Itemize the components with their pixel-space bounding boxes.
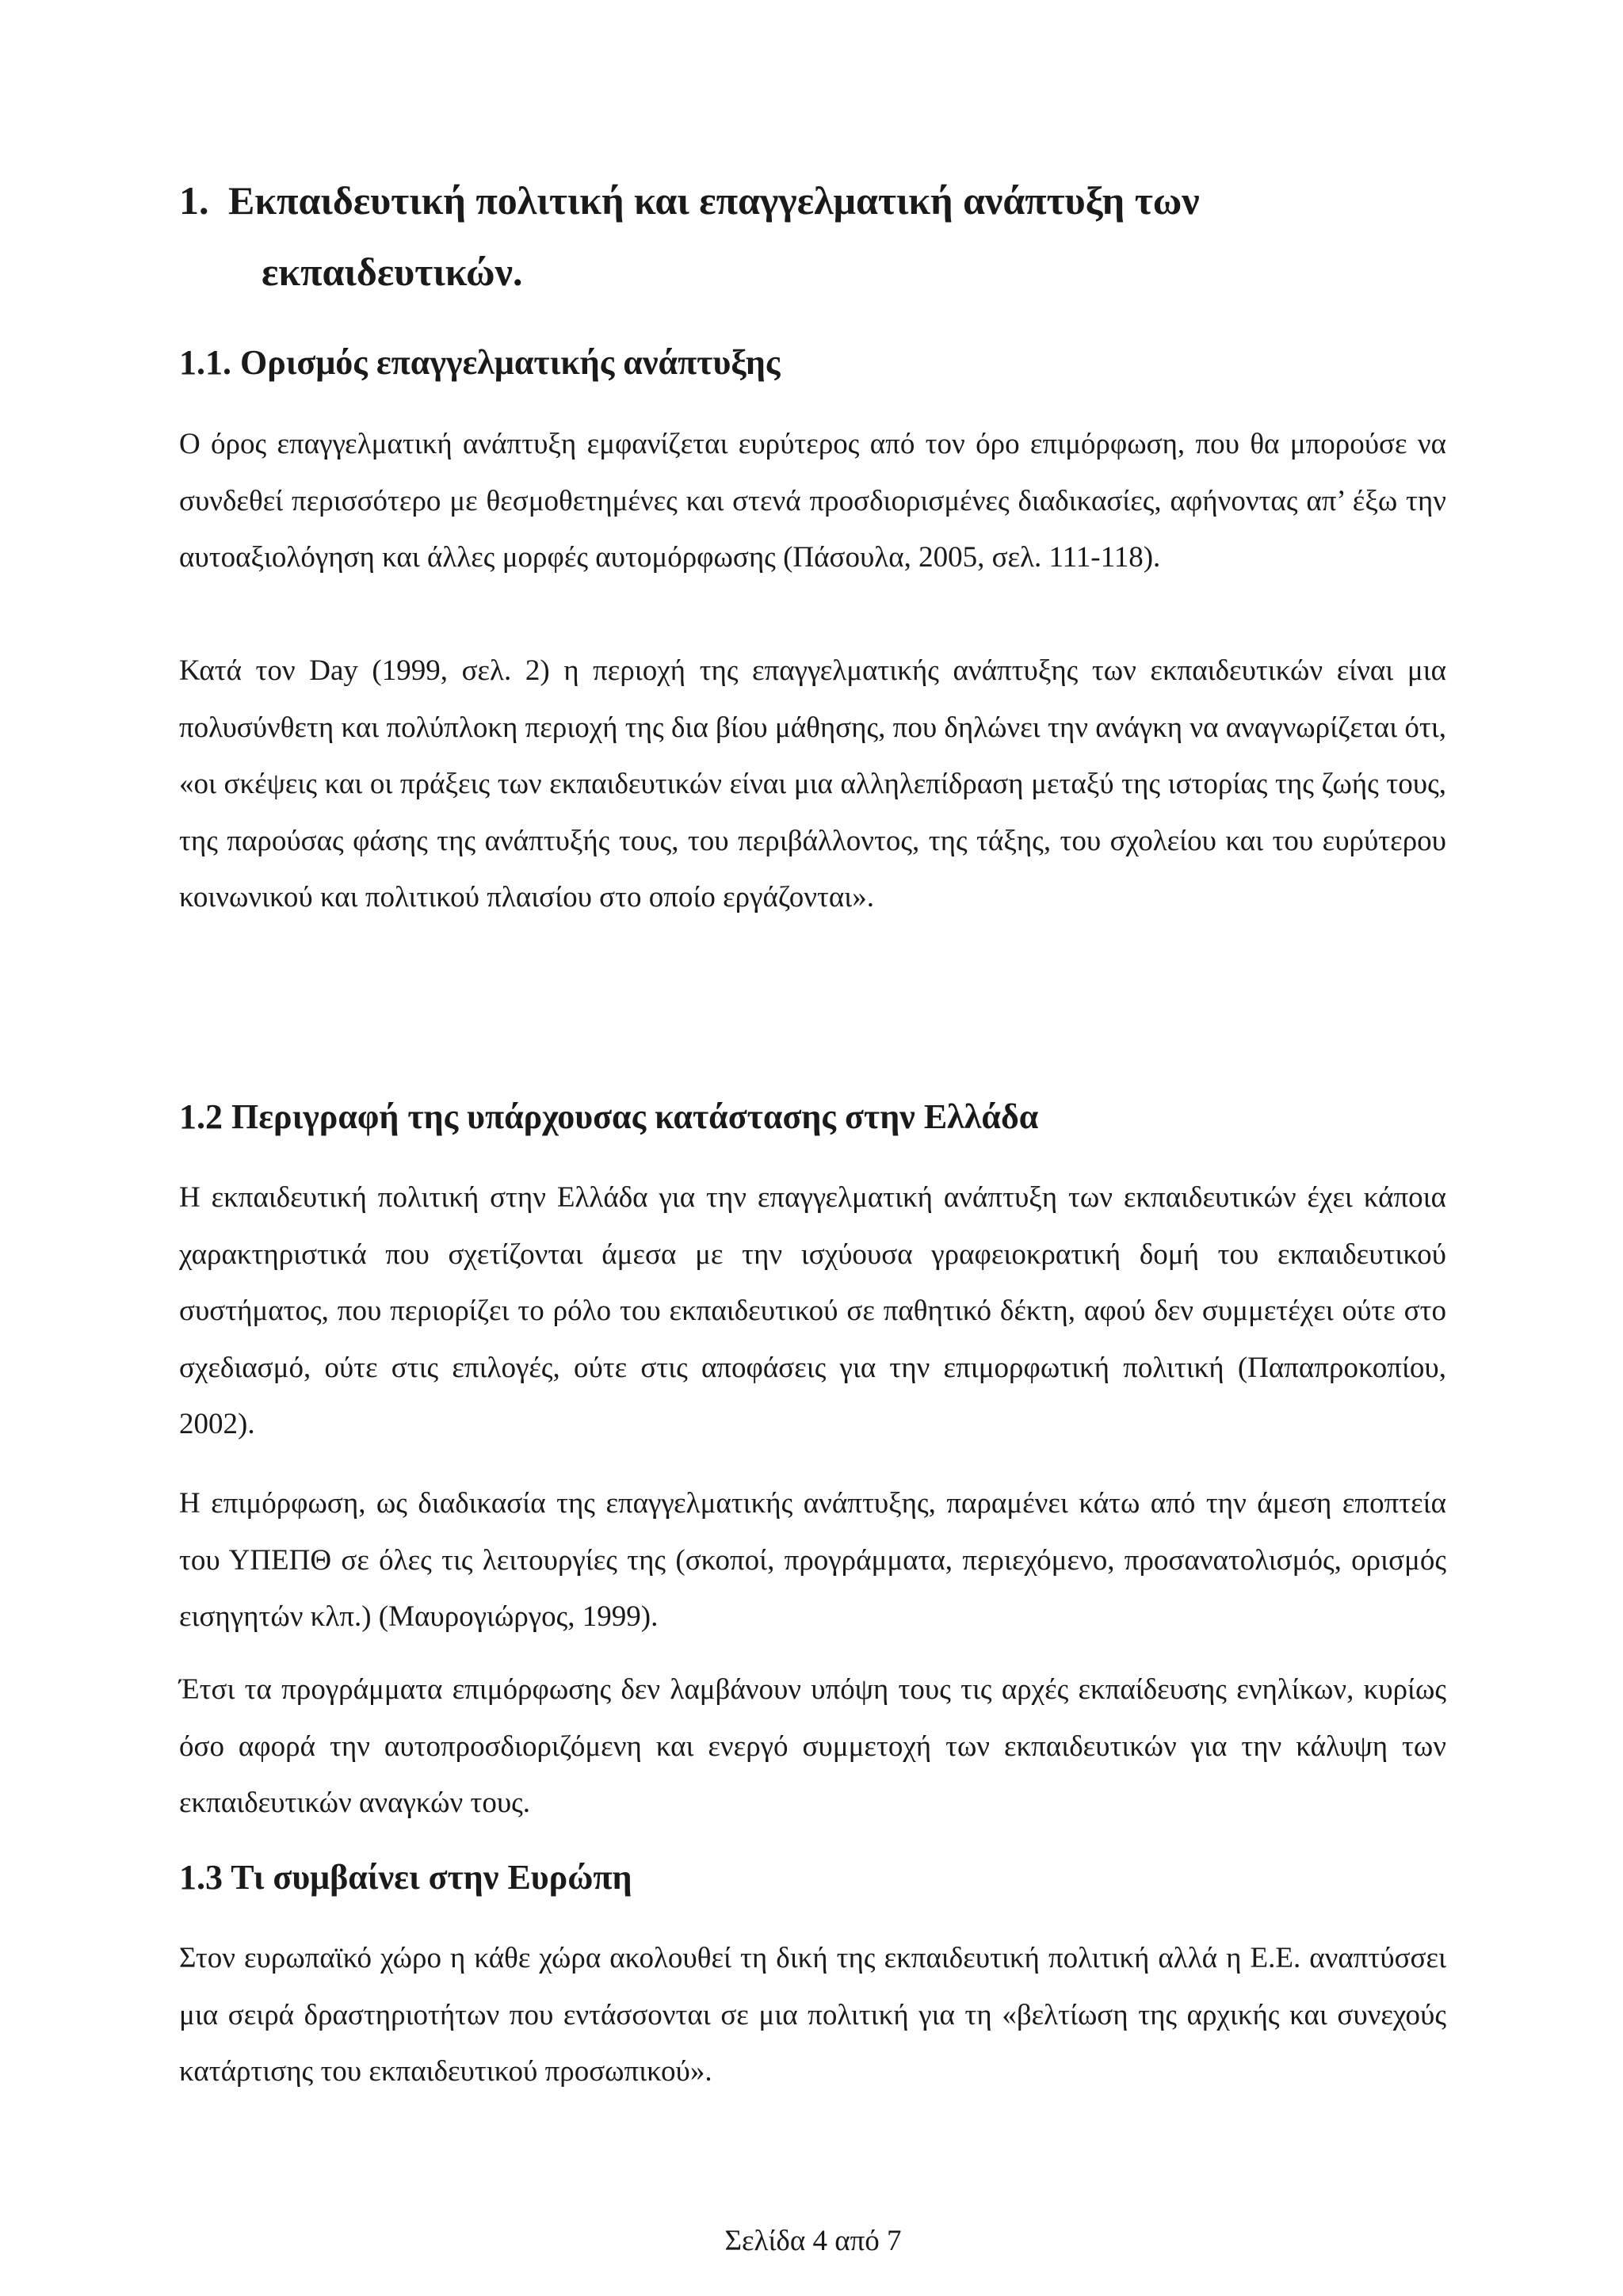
document-page xyxy=(179,0,1447,2296)
section-1-2-heading: 1.2 Περιγραφή της υπάρχουσας κατάστασης στην Ελλάδα xyxy=(179,1097,1039,1136)
section-1-1-heading: 1.1. Ορισμός επαγγελματικής ανάπτυξης xyxy=(179,343,781,382)
section-1-2-paragraph-2: Η επιμόρφωση, ως διαδικασία της επαγγελματικής ανάπτυξης, παραμένει κάτω από την άμεση εποπτεία του ΥΠΕΠΘ σε όλες τις λειτουργίες της (σκοποί, προγράμματα, περιεχόμενο, προσανατολισμός, ορισμός εισηγητών κλπ.) (Μαυρογιώργος, 1999). xyxy=(179,1487,1446,1633)
section-1-3-heading: 1.3 Τι συμβαίνει στην Ευρώπη xyxy=(179,1858,632,1897)
chapter-number: 1. xyxy=(179,178,209,223)
chapter-heading xyxy=(179,165,1447,307)
section-1-1-paragraph-2: Κατά τον Day (1999, σελ. 2) η περιοχή της επαγγελματικής ανάπτυξης των εκπαιδευτικών είναι μια πολυσύνθετη και πολύπλοκη περιοχή της δια βίου μάθησης, που δηλώνει την ανάγκη να αναγνωρίζεται ότι, «οι σκέψεις και οι πράξεις των εκπαιδευτικών είναι μια αλληλεπίδραση μεταξύ της ιστορίας της ζωής τους, της παρούσας φάσης της ανάπτυξής τους, του περιβάλλοντος, της τάξης, του σχολείου και του ευρύτερου κοινωνικού και πολιτικού πλαισίου στο οποίο εργάζονται». xyxy=(179,654,1446,913)
page-number-footer: Σελίδα 4 από 7 xyxy=(724,2225,902,2257)
chapter-title-line1: Εκπαιδευτική πολιτική και επαγγελματική ανάπτυξη των xyxy=(228,178,1200,223)
section-1-1-paragraph-1: Ο όρος επαγγελματική ανάπτυξη εμφανίζεται ευρύτερος από τον όρο επιμόρφωση, που θα μπορούσε να συνδεθεί περισσότερο με θεσμοθετημένες και στενά προσδιορισμένες διαδικασίες, αφήνοντας απ’ έξω την αυτοαξιολόγηση και άλλες μορφές αυτομόρφωσης (Πάσουλα, 2005, σελ. 111-118). xyxy=(179,428,1446,574)
section-1-2-paragraph-3: Έτσι τα προγράμματα επιμόρφωσης δεν λαμβάνουν υπόψη τους τις αρχές εκπαίδευσης ενηλίκων, κυρίως όσο αφορά την αυτοπροσδιοριζόμενη και ενεργό συμμετοχή των εκπαιδευτικών για την κάλυψη των εκπαιδευτικών αναγκών τους. xyxy=(179,1673,1446,1819)
chapter-title-line2: εκπαιδευτικών. xyxy=(262,250,523,294)
section-1-3-paragraph-1: Στον ευρωπαϊκό χώρο η κάθε χώρα ακολουθεί τη δική της εκπαιδευτική πολιτική αλλά η Ε.Ε. αναπτύσσει μια σειρά δραστηριοτήτων που εντάσσονται σε μια πολιτική για τη «βελτίωση της αρχικής και συνεχούς κατάρτισης του εκπαιδευτικού προσωπικού». xyxy=(179,1942,1446,2088)
section-1-2-paragraph-1: Η εκπαιδευτική πολιτική στην Ελλάδα για την επαγγελματική ανάπτυξη των εκπαιδευτικών έχει κάποια χαρακτηριστικά που σχετίζονται άμεσα με την ισχύουσα γραφειοκρατική δομή του εκπαιδευτικού συστήματος, που περιορίζει το ρόλο του εκπαιδευτικού σε παθητικό δέκτη, αφού δεν συμμετέχει ούτε στο σχεδιασμό, ούτε στις επιλογές, ούτε στις αποφάσεις για την επιμορφωτική πολιτική (Παπαπροκοπίου, 2002). xyxy=(179,1181,1446,1440)
